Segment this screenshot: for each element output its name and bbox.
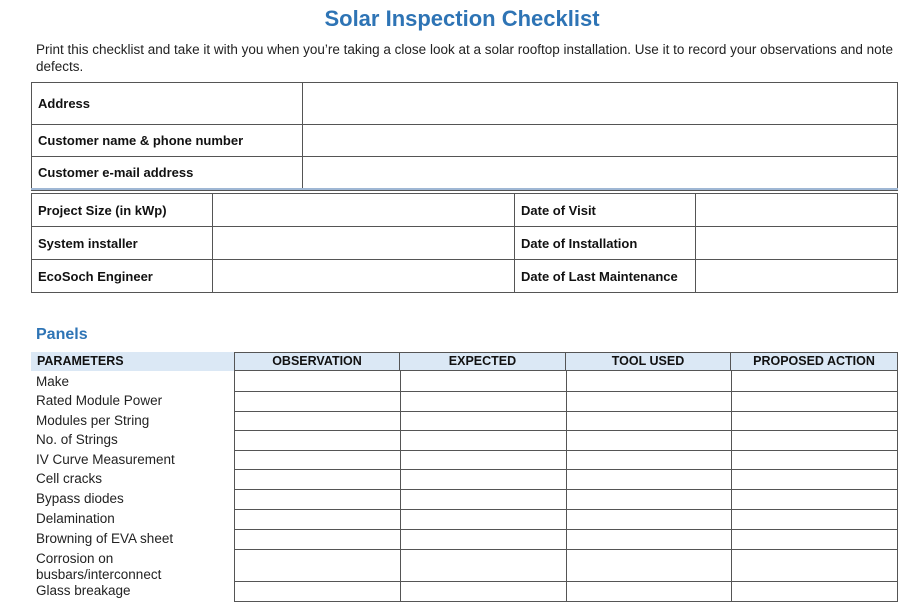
customer-name-phone-label: Customer name & phone number (32, 125, 303, 157)
system-installer-field[interactable] (213, 227, 515, 260)
address-label: Address (32, 83, 303, 125)
page-title: Solar Inspection Checklist (324, 6, 600, 31)
table-row (0, 582, 924, 602)
section-heading-panels: Panels (36, 326, 88, 343)
project-size-field[interactable] (213, 194, 515, 227)
parameter-label: Browning of EVA sheet (36, 531, 174, 546)
table-row (0, 373, 924, 392)
table-row (0, 431, 924, 451)
tool-used-column-header: TOOL USED (566, 352, 731, 371)
table-row (0, 530, 924, 550)
column-divider (234, 371, 235, 602)
parameter-label: Modules per String (36, 413, 150, 428)
table-separator (31, 188, 898, 191)
column-divider (566, 371, 567, 602)
parameter-label: Corrosion on busbars/interconnect (36, 551, 162, 582)
customer-name-phone-field[interactable] (303, 125, 898, 157)
column-divider (400, 371, 401, 602)
system-installer-label: System installer (32, 227, 213, 260)
column-divider (897, 371, 898, 602)
parameters-header: PARAMETERS (37, 354, 124, 368)
date-of-visit-label: Date of Visit (515, 194, 696, 227)
date-of-last-maintenance-field[interactable] (696, 260, 898, 293)
date-of-installation-field[interactable] (696, 227, 898, 260)
proposed-action-column-header: PROPOSED ACTION (731, 352, 898, 371)
address-field[interactable] (303, 83, 898, 125)
parameter-label: IV Curve Measurement (36, 452, 175, 467)
customer-email-label: Customer e-mail address (32, 157, 303, 189)
parameter-label: Make (36, 374, 70, 389)
expected-column-header: EXPECTED (400, 352, 566, 371)
parameter-label: Glass breakage (36, 583, 131, 598)
table-row (0, 451, 924, 470)
ecosoch-engineer-field[interactable] (213, 260, 515, 293)
ecosoch-engineer-label: EcoSoch Engineer (32, 260, 213, 293)
date-of-visit-field[interactable] (696, 194, 898, 227)
parameter-label: Delamination (36, 511, 115, 526)
table-row (0, 392, 924, 412)
parameter-label: No. of Strings (36, 432, 118, 447)
parameter-label: Bypass diodes (36, 491, 124, 506)
column-divider (731, 371, 732, 602)
project-size-label: Project Size (in kWp) (32, 194, 213, 227)
table-row (0, 412, 924, 431)
date-of-last-maintenance-label: Date of Last Maintenance (515, 260, 696, 293)
intro-text: Print this checklist and take it with you when you’re taking a close look at a solar rooftop installation. Use it to record your observations and note defects. (36, 42, 893, 74)
observation-column-header: OBSERVATION (234, 352, 400, 371)
date-of-installation-label: Date of Installation (515, 227, 696, 260)
table-row (0, 470, 924, 490)
parameter-label: Cell cracks (36, 471, 103, 486)
customer-email-field[interactable] (303, 157, 898, 189)
table-row (0, 510, 924, 530)
table-row (0, 490, 924, 510)
project-info-table (31, 193, 898, 293)
table-row (0, 550, 924, 582)
parameter-label: Rated Module Power (36, 393, 163, 408)
customer-info-table (31, 82, 898, 189)
